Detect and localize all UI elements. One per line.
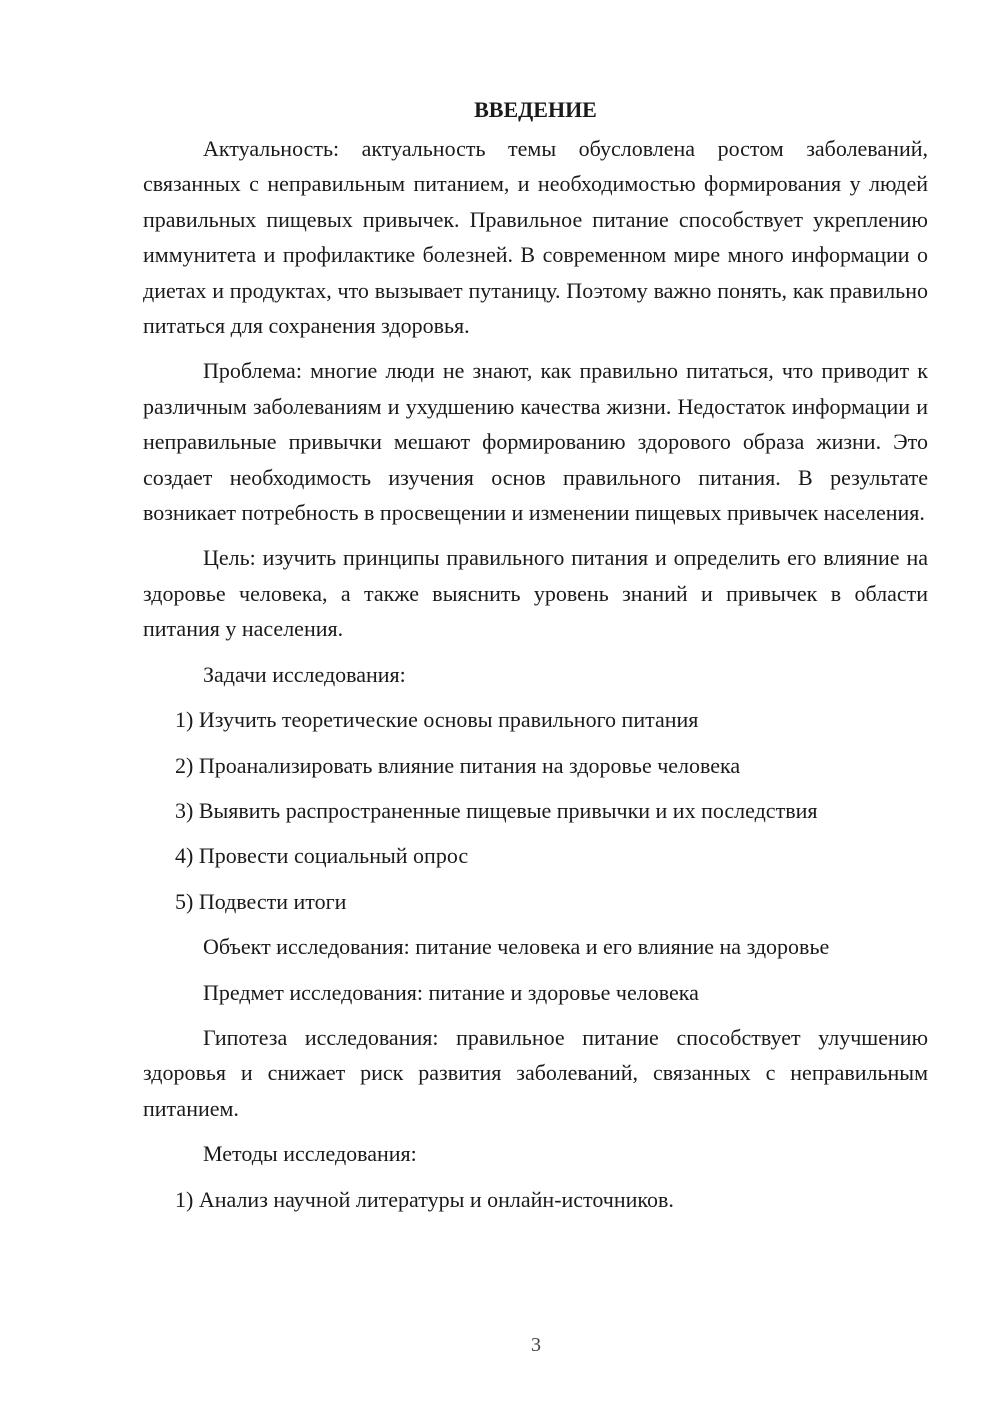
task-item: 4) Провести социальный опрос [175, 843, 469, 869]
hypothesis-paragraph: Гипотеза исследования: правильное питание способствует улучшению здоровья и снижает риск развития заболеваний, связанных с неправильным питанием. [143, 1024, 928, 1121]
method-item: 1) Анализ научной литературы и онлайн-источников. [175, 1186, 674, 1212]
methods-list [143, 1182, 928, 1217]
task-item: 2) Проанализировать влияние питания на здоровье человека [175, 752, 741, 778]
tasks-heading: Задачи исследования: [203, 661, 406, 687]
task-item: 3) Выявить распространенные пищевые привычки и их последствия [175, 797, 818, 823]
task-item: 1) Изучить теоретические основы правильного питания [175, 707, 699, 733]
methods-heading: Методы исследования: [203, 1141, 417, 1167]
research-subject: Предмет исследования: питание и здоровье человека [203, 979, 699, 1005]
goal-paragraph: Цель: изучить принципы правильного питания и определить его влияние на здоровье человека, а также выяснить уровень знаний и привычек в области питания у населения. [143, 545, 928, 642]
research-object: Объект исследования: питание человека и его влияние на здоровье [203, 934, 830, 960]
relevance-paragraph: Актуальность: актуальность темы обусловлена ростом заболеваний, связанных с неправильным питанием, и необходимостью формирования у людей правильных пищевых привычек. Правильное питание способствует укреплению иммунитета и профилактике болезней. В современном мире много информации о диетах и продуктах, что вызывает путаницу. Поэтому важно понять, как правильно питаться для сохранения здоровья. [143, 136, 928, 339]
problem-paragraph: Проблема: многие люди не знают, как правильно питаться, что приводит к различным заболеваниям и ухудшению качества жизни. Недостаток информации и неправильные привычки мешают формированию здорового образа жизни. Это создает необходимость изучения основ правильного питания. В результате возникает потребность в просвещении и изменении пищевых привычек населения. [143, 358, 928, 526]
task-item: 5) Подвести итоги [175, 888, 347, 914]
page-number: 3 [531, 1334, 541, 1356]
tasks-list [143, 702, 928, 919]
document-title: ВВЕДЕНИЕ [474, 97, 597, 122]
page-content [143, 92, 928, 1227]
